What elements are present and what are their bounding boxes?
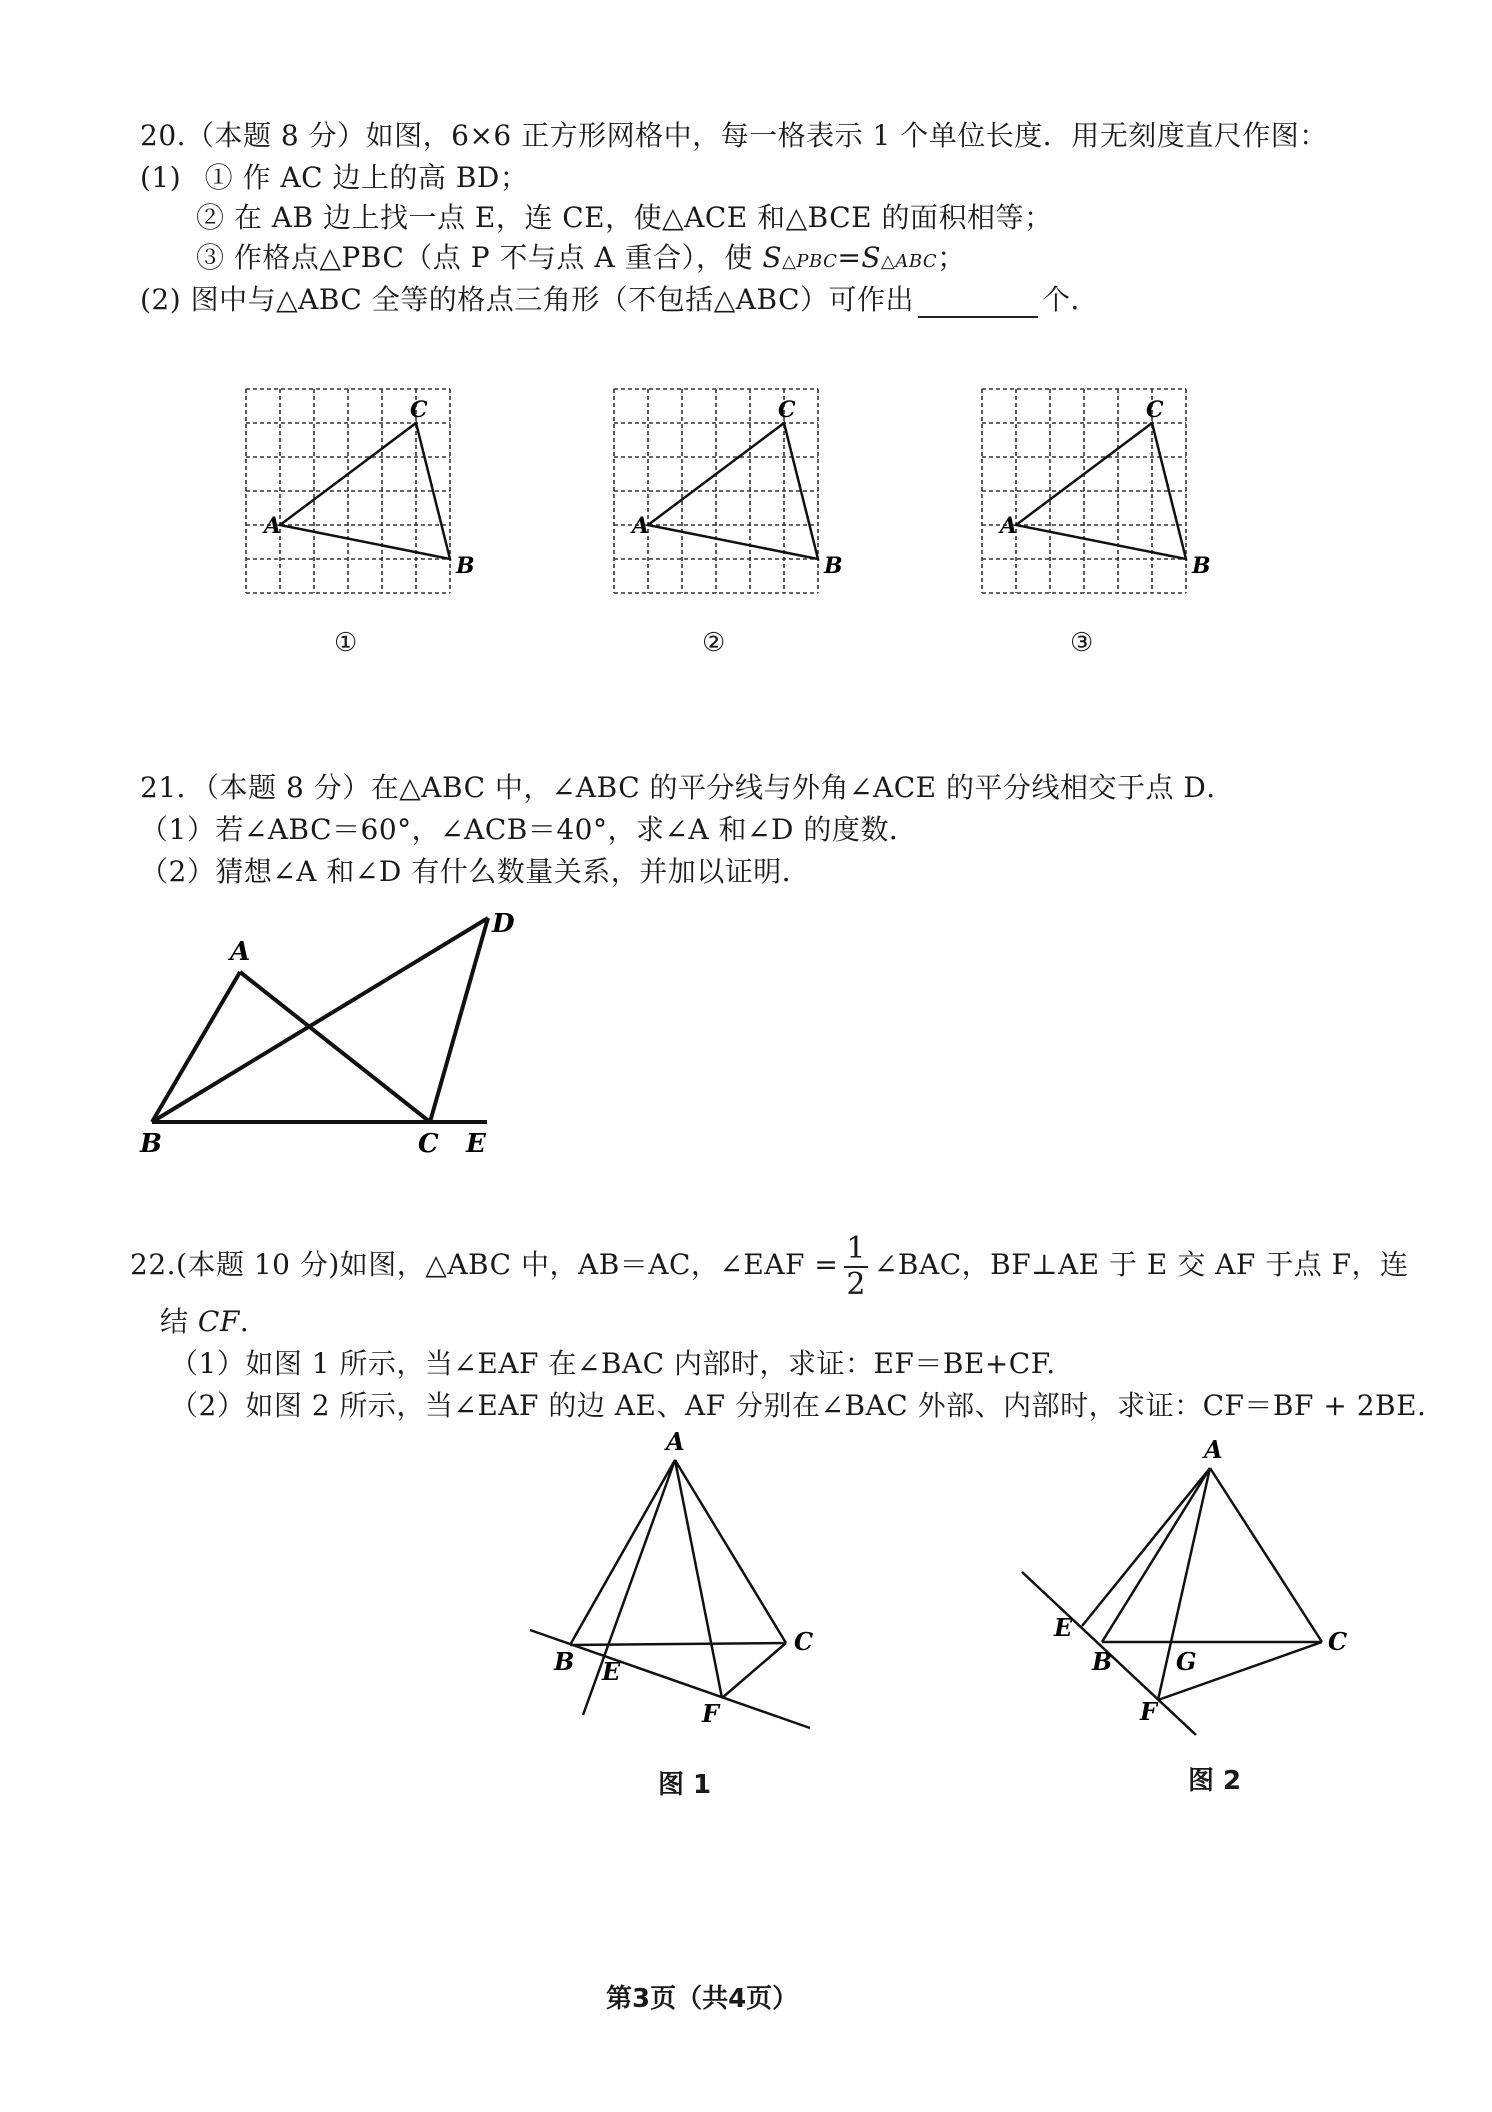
q20-grid-2 (614, 389, 843, 593)
grid-label-A: A (632, 513, 650, 539)
fig2-label-A: A (1204, 1435, 1223, 1464)
q22-fig2-caption: 图 2 (1188, 1766, 1242, 1796)
q20-part1 (140, 160, 528, 196)
fig2-side-AB (1102, 1468, 1210, 1642)
q22-heading-line2 (160, 1304, 249, 1340)
q20-caption-3: ③ (1070, 628, 1094, 658)
q20-grid-1 (246, 389, 475, 593)
fig2-label-F: F (1140, 1697, 1158, 1726)
q22-frac-num: 1 (846, 1230, 866, 1266)
q22-figure-1 (510, 1430, 840, 1760)
fig1-ray-AF (675, 1460, 722, 1698)
q20-grid-3 (982, 389, 1211, 593)
q22-heading-c2: CF (197, 1305, 240, 1338)
q21-side-AC (240, 972, 430, 1122)
q20-part2-end: 个． (1042, 283, 1100, 316)
q20-step3-end: ； (937, 241, 966, 274)
fig1-side-AC (675, 1460, 786, 1643)
q20-answer-blank[interactable] (918, 290, 1038, 318)
q21-label-E: E (466, 1129, 486, 1159)
fig1-side-BC (570, 1643, 786, 1645)
q20-caption-2: ② (702, 628, 726, 658)
q22-heading-c1: 结 (160, 1305, 198, 1338)
fig1-label-B: B (554, 1647, 575, 1676)
q20-grid-figures (230, 375, 1250, 605)
grid-label-B: B (824, 553, 843, 579)
q22-part1: （1）如图 1 所示，当∠EAF 在∠BAC 内部时，求证：EF＝BE+CF. (170, 1347, 1056, 1380)
q22-heading-a: 22.(本题 10 分)如图，△ABC 中，AB＝AC，∠EAF = (130, 1248, 839, 1281)
q20-caption-1: ① (334, 628, 358, 658)
q20-area-symbol-1: S (762, 241, 783, 274)
q20-part1-prefix: (1) (140, 161, 182, 194)
q20-step2: ② 在 AB 边上找一点 E，连 CE，使△ACE 和△BCE 的面积相等； (196, 201, 1053, 234)
fig1-label-A: A (666, 1430, 685, 1456)
q20-area-symbol-2: S (861, 241, 881, 274)
q22-heading-c3: . (239, 1305, 250, 1338)
fig2-label-B: B (1092, 1647, 1113, 1676)
q22-figure-2 (1010, 1430, 1390, 1750)
q20-equals: = (837, 241, 862, 274)
q22-fig1-caption: 图 1 (658, 1770, 712, 1800)
grid-label-B: B (456, 553, 475, 579)
q20-step3 (196, 240, 966, 280)
q20-heading: 20.（本题 8 分）如图，6×6 正方形网格中，每一格表示 1 个单位长度．用无刻度直尺作图： (140, 119, 1328, 152)
q22-part2: （2）如图 2 所示，当∠EAF 的边 AE、AF 分别在∠BAC 外部、内部时，求证：CF＝BF + 2BE. (170, 1389, 1427, 1422)
grid-label-C: C (410, 397, 428, 423)
q21-part1: （1）若∠ABC＝60°，∠ACB＝40°，求∠A 和∠D 的度数． (140, 813, 918, 846)
fig2-side-AC (1210, 1468, 1322, 1642)
fig2-label-C: C (1328, 1627, 1348, 1656)
q21-part2: （2）猜想∠A 和∠D 有什么数量关系，并加以证明． (140, 855, 811, 888)
fig1-label-F: F (702, 1699, 720, 1728)
q20-area-sub-2: △ABC (881, 251, 938, 272)
grid-label-C: C (1146, 397, 1164, 423)
grid-label-C: C (778, 397, 796, 423)
fig2-label-G: G (1176, 1647, 1197, 1676)
q21-label-D: D (492, 909, 515, 939)
q22-fraction (844, 1232, 868, 1302)
q22-heading-b: ∠BAC，BF⊥AE 于 E 交 AF 于点 F，连 (873, 1248, 1409, 1281)
q21-label-C: C (418, 1129, 439, 1159)
grid-label-A: A (1000, 513, 1018, 539)
q20-part2-text: (2) 图中与△ABC 全等的格点三角形（不包括△ABC）可作出 (140, 283, 915, 316)
q22-heading (130, 1230, 1409, 1302)
q21-side-AB (152, 972, 240, 1122)
q21-figure (130, 900, 530, 1160)
fig1-segment-CF (722, 1643, 786, 1698)
q20-step3-text: ③ 作格点△PBC（点 P 不与点 A 重合），使 (196, 241, 763, 274)
fig1-label-C: C (794, 1627, 814, 1656)
grid-label-A: A (264, 513, 282, 539)
q20-area-sub-1: △PBC (782, 251, 838, 272)
q21-label-A: A (230, 937, 251, 967)
fig2-ray-AE (1082, 1468, 1210, 1626)
fig1-side-AB (570, 1460, 675, 1645)
page-footer: 第3页（共4页） (606, 1984, 799, 2014)
fig2-label-E: E (1054, 1613, 1073, 1642)
q21-label-B: B (140, 1129, 162, 1159)
fig1-label-E: E (602, 1657, 621, 1686)
q22-frac-den: 2 (846, 1266, 866, 1302)
q20-part2 (140, 282, 1099, 318)
q21-heading: 21．（本题 8 分）在△ABC 中，∠ABC 的平分线与外角∠ACE 的平分线相交于点 D． (140, 771, 1235, 804)
q20-step1: ① 作 AC 边上的高 BD； (204, 161, 529, 194)
grid-label-B: B (1192, 553, 1211, 579)
